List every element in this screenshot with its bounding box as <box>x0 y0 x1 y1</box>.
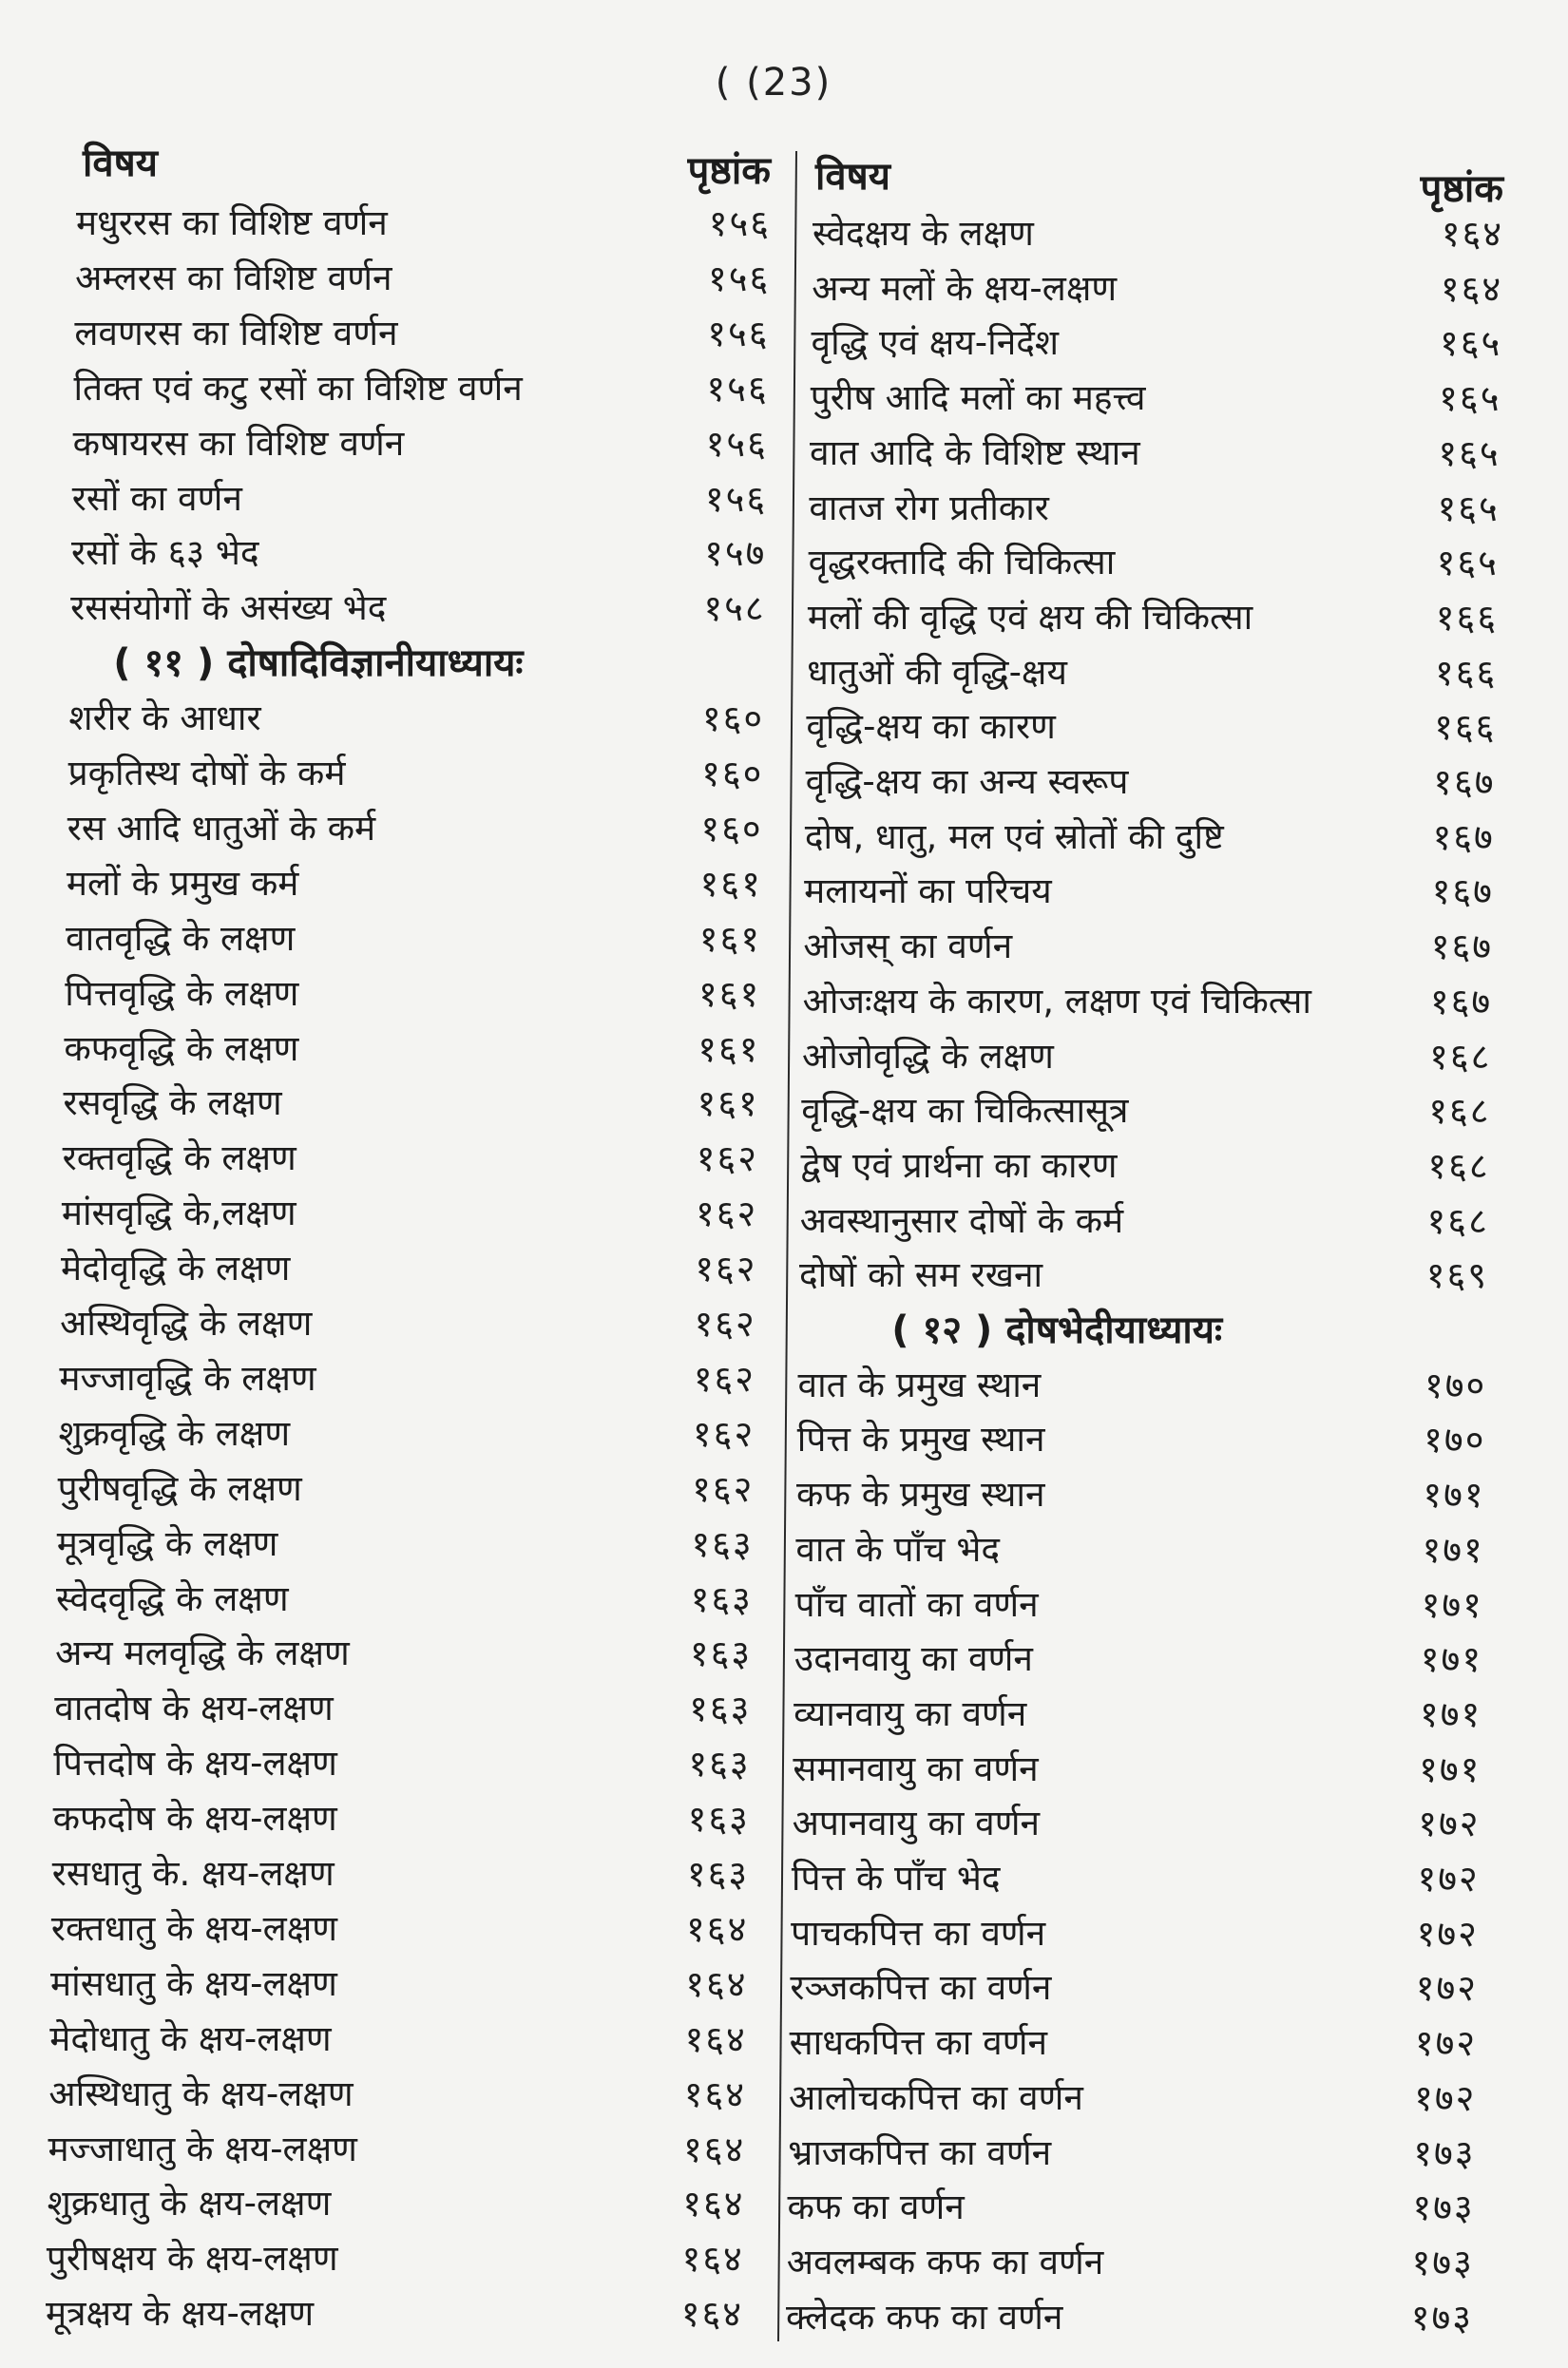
entry-page-number: १६४ <box>682 2128 746 2170</box>
entry-topic: उदानवायु का वर्णन <box>794 1638 1033 1680</box>
entry-page-number: १७३ <box>1413 2131 1476 2174</box>
entry-page-number: १६४ <box>684 2017 747 2060</box>
toc-entry <box>71 525 766 581</box>
entry-topic: रससंयोगों के असंख्य भेद <box>70 587 387 629</box>
entry-page-number: १७१ <box>1420 1638 1483 1681</box>
toc-entry <box>807 645 1497 700</box>
entry-topic: धातुओं की वृद्धि-क्षय <box>807 651 1067 693</box>
section-heading: ( ११ ) दोषादिविज्ञानीयाध्यायः <box>113 641 524 686</box>
toc-entry <box>809 535 1499 590</box>
toc-entry <box>788 2126 1475 2181</box>
entry-topic: शरीर के आधार <box>68 697 261 739</box>
entry-page-number: १६६ <box>1434 651 1498 694</box>
entry-topic: रसों के ६३ भेद <box>70 532 259 574</box>
entry-topic: मांसवृद्धि के,लक्षण <box>61 1193 296 1234</box>
entry-page-number: १६७ <box>1429 980 1493 1022</box>
entry-topic: अन्य मलों के क्षय-लक्षण <box>812 267 1118 309</box>
entry-topic: द्वेष एवं प्रार्थना का कारण <box>800 1144 1118 1186</box>
entry-page-number: १६४ <box>685 1962 748 2005</box>
entry-topic: पित्त के पाँच भेद <box>791 1858 1001 1899</box>
toc-entry <box>802 1029 1491 1084</box>
toc-entry <box>787 2180 1474 2235</box>
entry-page-number: १६३ <box>686 1853 750 1895</box>
entry-page-number: १६१ <box>698 917 762 960</box>
entry-topic: दोष, धातु, मल एवं स्रोतों की दुष्टि <box>804 815 1224 857</box>
entry-page-number: १६७ <box>1430 926 1494 968</box>
toc-entry <box>812 315 1502 371</box>
toc-entry <box>811 371 1501 426</box>
entry-topic: पित्तदोष के क्षय-लक्षण <box>53 1743 337 1785</box>
toc-entry <box>790 2015 1478 2071</box>
toc-entry <box>64 1076 759 1131</box>
toc-entry <box>73 416 768 471</box>
toc-entry <box>49 2012 747 2067</box>
entry-page-number: १६४ <box>680 2293 743 2336</box>
entry-topic: वातज रोग प्रतीकार <box>809 487 1049 528</box>
toc-entry <box>67 801 763 856</box>
entry-topic: अपानवायु का वर्णन <box>792 1803 1041 1844</box>
toc-entry <box>789 2071 1476 2126</box>
entry-topic: अवस्थानुसार दोषों के कर्म <box>799 1199 1124 1241</box>
entry-page-number: १६१ <box>698 1027 760 1070</box>
entry-page-number: १६७ <box>1432 815 1495 858</box>
entry-page-number: १६५ <box>1436 542 1499 584</box>
entry-topic: रसवृद्धि के लक्षण <box>63 1082 282 1124</box>
toc-entry <box>808 590 1498 645</box>
toc-entry <box>812 261 1502 316</box>
entry-page-number: १६६ <box>1434 706 1497 749</box>
toc-entry <box>70 581 766 636</box>
entry-topic: मलायनों का परिचय <box>804 870 1052 912</box>
right-heading-topic: विषय <box>815 155 890 199</box>
entry-topic: रक्तधातु के क्षय-लक्षण <box>50 1907 338 1949</box>
right-heading-page: पृष्ठांक <box>1420 167 1503 211</box>
entry-page-number: १६६ <box>1435 596 1499 639</box>
entry-page-number: १६५ <box>1437 487 1500 529</box>
column-divider <box>770 143 808 2347</box>
toc-entry <box>795 1577 1483 1633</box>
toc-entry <box>800 1138 1489 1194</box>
entry-page-number: १७२ <box>1414 2076 1477 2119</box>
entry-topic: अन्य मलवृद्धि के लक्षण <box>55 1633 350 1674</box>
toc-entry <box>48 2067 746 2122</box>
entry-page-number: १७० <box>1424 1419 1486 1461</box>
entry-topic: कफवृद्धि के लक्षण <box>64 1027 299 1069</box>
entry-topic: अस्थिवृद्धि के लक्षण <box>60 1303 313 1344</box>
toc-entry <box>798 1358 1487 1413</box>
entry-page-number: १६५ <box>1439 377 1501 420</box>
entry-topic: मूत्रक्षय के क्षय-लक्षण <box>46 2293 315 2335</box>
entry-page-number: १७२ <box>1418 1803 1481 1845</box>
entry-page-number: १६९ <box>1425 1254 1488 1297</box>
entry-topic: रस आदि धातुओं के कर्म <box>67 807 376 849</box>
entry-page-number: १६० <box>700 807 763 850</box>
entry-page-number: १६४ <box>686 1907 749 1950</box>
entry-page-number: १६२ <box>694 1303 756 1345</box>
entry-topic: कषायरस का विशिष्ट वर्णन <box>72 422 405 464</box>
toc-entry <box>74 306 769 361</box>
toc-entry <box>54 1681 751 1736</box>
entry-page-number: १६८ <box>1426 1199 1489 1242</box>
toc-entry <box>797 1412 1486 1467</box>
toc-entry <box>65 966 760 1022</box>
entry-topic: स्वेदवृद्धि के लक्षण <box>55 1577 289 1619</box>
toc-entry <box>801 1083 1490 1138</box>
entry-topic: क्लेदक कफ का वर्णन <box>786 2296 1063 2338</box>
entry-page-number: १७३ <box>1410 2296 1473 2339</box>
entry-page-number: १६४ <box>1441 213 1503 255</box>
left-heading-topic: विषय <box>83 142 158 185</box>
toc-entry <box>53 1791 750 1846</box>
toc-entry <box>57 1517 754 1572</box>
page-number: ( (23) <box>715 61 832 105</box>
entry-topic: स्वेदक्षय के लक्षण <box>813 213 1034 254</box>
entry-topic: वृद्धि-क्षय का कारण <box>806 706 1056 748</box>
toc-entry <box>63 1131 758 1186</box>
toc-entry <box>806 699 1496 754</box>
toc-entry <box>67 856 762 911</box>
toc-entry <box>800 1194 1489 1249</box>
entry-page-number: १६३ <box>690 1577 753 1620</box>
entry-topic: वृद्धि-क्षय का चिकित्सासूत्र <box>801 1090 1129 1132</box>
toc-entry <box>796 1467 1485 1522</box>
entry-page-number: १६७ <box>1433 761 1496 803</box>
entry-topic: वृद्धरक्तादि की चिकित्सा <box>808 542 1116 583</box>
entry-topic: वात के प्रमुख स्थान <box>797 1364 1042 1405</box>
entry-topic: वृद्धि-क्षय का अन्य स्वरूप <box>805 761 1129 802</box>
entry-topic: अम्लरस का विशिष्ट वर्णन <box>75 257 392 298</box>
entry-page-number: १५६ <box>708 202 771 244</box>
toc-entry <box>66 911 761 966</box>
entry-page-number: १५६ <box>704 477 768 520</box>
toc-entry <box>809 481 1499 536</box>
entry-page-number: १७२ <box>1417 1858 1480 1900</box>
entry-topic: रक्तवृद्धि के लक्षण <box>62 1137 296 1179</box>
entry-topic: कफ का वर्णन <box>787 2187 965 2228</box>
entry-topic: लवणरस का विशिष्ट वर्णन <box>74 312 398 353</box>
entry-page-number: १७१ <box>1419 1692 1482 1735</box>
entry-page-number: १७२ <box>1416 1912 1479 1955</box>
entry-topic: मूत्रवृद्धि के लक्षण <box>56 1522 278 1564</box>
left-heading-page: पृष्ठांक <box>687 149 771 193</box>
entry-topic: ओजस् का वर्णन <box>803 926 1013 967</box>
entry-topic: पित्त के प्रमुख स्थान <box>796 1419 1045 1461</box>
entry-page-number: १७१ <box>1422 1528 1484 1571</box>
toc-entry <box>72 471 767 526</box>
entry-page-number: १६४ <box>682 2183 745 2225</box>
entry-page-number: १७१ <box>1419 1747 1482 1790</box>
toc-entry <box>76 196 771 251</box>
entry-topic: रसों का वर्णन <box>71 477 242 519</box>
entry-topic: समानवायु का वर्णन <box>793 1747 1039 1789</box>
toc-entry <box>50 1957 748 2012</box>
entry-topic: अस्थिधातु के क्षय-लक्षण <box>48 2072 354 2114</box>
toc-entry <box>56 1572 753 1627</box>
toc-entry <box>794 1687 1482 1742</box>
entry-topic: शुक्रधातु के क्षय-लक्षण <box>47 2183 332 2225</box>
entry-page-number: १७२ <box>1414 2022 1478 2065</box>
entry-topic: पाचकपित्त का वर्णन <box>791 1912 1046 1954</box>
entry-topic: वातवृद्धि के लक्षण <box>66 917 296 959</box>
entry-page-number: १६४ <box>681 2238 744 2281</box>
entry-topic: पुरीषवृद्धि के लक्षण <box>57 1467 302 1509</box>
toc-entry <box>790 1960 1478 2015</box>
entry-page-number: १६२ <box>692 1467 755 1510</box>
entry-topic: ओजःक्षय के कारण, लक्षण एवं चिकित्सा <box>802 980 1311 1022</box>
toc-entry <box>47 2231 744 2286</box>
toc-entry <box>793 1742 1481 1797</box>
toc-entry <box>787 2235 1474 2290</box>
section-heading: ( १२ ) दोषभेदीयाध्यायः <box>891 1308 1223 1352</box>
toc-entry <box>68 691 764 746</box>
toc-entry <box>810 426 1501 481</box>
entry-page-number: १६१ <box>699 862 762 905</box>
entry-topic: पाँच वातों का वर्णन <box>794 1583 1039 1625</box>
entry-topic: पित्तवृद्धि के लक्षण <box>65 972 299 1014</box>
entry-topic: मलों के प्रमुख कर्म <box>66 862 299 904</box>
entry-page-number: १६८ <box>1429 1035 1492 1078</box>
entry-page-number: १६३ <box>688 1743 751 1786</box>
entry-page-number: १७० <box>1425 1364 1487 1406</box>
entry-page-number: १६० <box>701 697 765 740</box>
toc-entry <box>48 2176 745 2231</box>
toc-entry <box>73 361 768 416</box>
toc-entry <box>795 1522 1483 1577</box>
entry-page-number: १६२ <box>695 1248 757 1290</box>
entry-page-number: १६४ <box>683 2072 747 2115</box>
entry-page-number: १५६ <box>707 312 770 354</box>
entry-topic: व्यानवायु का वर्णन <box>794 1692 1027 1734</box>
entry-page-number: १६३ <box>689 1633 753 1675</box>
entry-topic: पुरीषक्षय के क्षय-लक्षण <box>46 2238 338 2280</box>
toc-entry <box>59 1351 755 1406</box>
toc-entry <box>806 754 1496 810</box>
toc-entry <box>799 1248 1488 1303</box>
entry-page-number: १६८ <box>1427 1144 1490 1187</box>
entry-topic: आलोचकपित्त का वर्णन <box>788 2076 1083 2118</box>
entry-topic: मज्जाधातु के क्षय-लक्षण <box>48 2128 357 2169</box>
toc-entry <box>813 206 1503 261</box>
entry-topic: प्रकृतिस्थ दोषों के कर्म <box>67 753 346 793</box>
entry-page-number: १७१ <box>1421 1583 1483 1626</box>
entry-topic: मधुररस का विशिष्ट वर्णन <box>76 202 388 243</box>
toc-entry <box>803 919 1493 974</box>
entry-topic: मेदोवृद्धि के लक्षण <box>61 1248 291 1289</box>
entry-topic: वात आदि के विशिष्ट स्थान <box>810 431 1140 473</box>
entry-page-number: १६० <box>701 753 764 794</box>
toc-entry <box>53 1736 750 1791</box>
entry-topic: कफ के प्रमुख स्थान <box>796 1474 1045 1516</box>
entry-page-number: १६४ <box>1440 267 1503 310</box>
entry-page-number: १५६ <box>705 422 768 465</box>
toc-entry <box>791 1906 1479 1961</box>
entry-topic: दोषों को सम रखना <box>799 1254 1043 1296</box>
toc-entry <box>52 1846 749 1901</box>
entry-page-number: १५७ <box>704 532 767 575</box>
entry-topic: पुरीष आदि मलों का महत्त्व <box>810 377 1146 419</box>
entry-topic: भ्राजकपित्त का वर्णन <box>788 2131 1052 2173</box>
toc-entry <box>51 1901 748 1957</box>
entry-topic: साधकपित्त का वर्णन <box>789 2022 1047 2064</box>
entry-topic: मेदोधातु के क्षय-लक्षण <box>49 2017 332 2059</box>
entry-page-number: १७१ <box>1423 1474 1485 1517</box>
toc-entry <box>805 810 1495 865</box>
toc-entry <box>793 1796 1481 1851</box>
toc-entry <box>803 974 1493 1029</box>
entry-topic: मलों की वृद्धि एवं क्षय की चिकित्सा <box>807 596 1253 638</box>
entry-page-number: १६१ <box>698 972 761 1015</box>
entry-page-number: १६८ <box>1428 1090 1491 1133</box>
entry-page-number: १६५ <box>1438 431 1501 474</box>
entry-page-number: १६७ <box>1431 870 1494 913</box>
entry-topic: ओजोवृद्धि के लक्षण <box>801 1035 1054 1077</box>
entry-topic: रसधातु के. क्षय-लक्षण <box>51 1853 335 1894</box>
toc-entry <box>68 746 764 801</box>
toc-entry <box>75 251 770 306</box>
entry-page-number: १६२ <box>693 1357 755 1400</box>
entry-topic: मज्जावृद्धि के लक्षण <box>59 1357 316 1399</box>
entry-topic: मांसधातु के क्षय-लक्षण <box>50 1962 337 2004</box>
entry-topic: कफदोष के क्षय-लक्षण <box>52 1798 337 1840</box>
entry-page-number: १६२ <box>692 1412 755 1455</box>
toc-entry <box>64 1022 759 1077</box>
entry-page-number: १६२ <box>695 1193 758 1235</box>
entry-topic: अवलम्बक कफ का वर्णन <box>786 2241 1104 2282</box>
entry-page-number: १६२ <box>696 1137 758 1180</box>
entry-page-number: १६३ <box>691 1522 754 1565</box>
toc-entry <box>794 1632 1482 1687</box>
entry-topic: शुक्रवृद्धि के लक्षण <box>58 1412 291 1454</box>
entry-page-number: १७२ <box>1415 1967 1479 2010</box>
toc-entry <box>48 2122 746 2177</box>
entry-page-number: १६३ <box>689 1688 752 1730</box>
toc-entry <box>46 2286 743 2341</box>
entry-topic: रञ्जकपित्त का वर्णन <box>790 1967 1052 2009</box>
entry-page-number: १६१ <box>697 1082 759 1125</box>
entry-topic: वातदोष के क्षय-लक्षण <box>54 1688 334 1729</box>
entry-page-number: १५६ <box>706 367 769 410</box>
entry-page-number: १६३ <box>687 1798 750 1841</box>
entry-page-number: १५८ <box>703 587 766 630</box>
entry-topic: वात के पाँच भेद <box>795 1528 1001 1570</box>
entry-topic: वृद्धि एवं क्षय-निर्देश <box>811 322 1060 364</box>
toc-entry <box>58 1461 755 1517</box>
toc-entry <box>58 1406 755 1461</box>
entry-page-number: १७३ <box>1412 2187 1475 2229</box>
toc-entry <box>55 1626 752 1681</box>
toc-entry <box>786 2290 1473 2345</box>
toc-entry <box>62 1186 757 1241</box>
entry-page-number: १६५ <box>1440 322 1502 365</box>
entry-page-number: १७३ <box>1411 2241 1474 2283</box>
toc-entry <box>792 1851 1480 1906</box>
entry-topic: तिक्त एवं कटु रसों का विशिष्ट वर्णन <box>73 367 523 409</box>
toc-entry <box>60 1296 756 1351</box>
toc-entry <box>804 864 1494 919</box>
toc-entry <box>61 1241 757 1296</box>
entry-page-number: १५६ <box>707 257 771 299</box>
